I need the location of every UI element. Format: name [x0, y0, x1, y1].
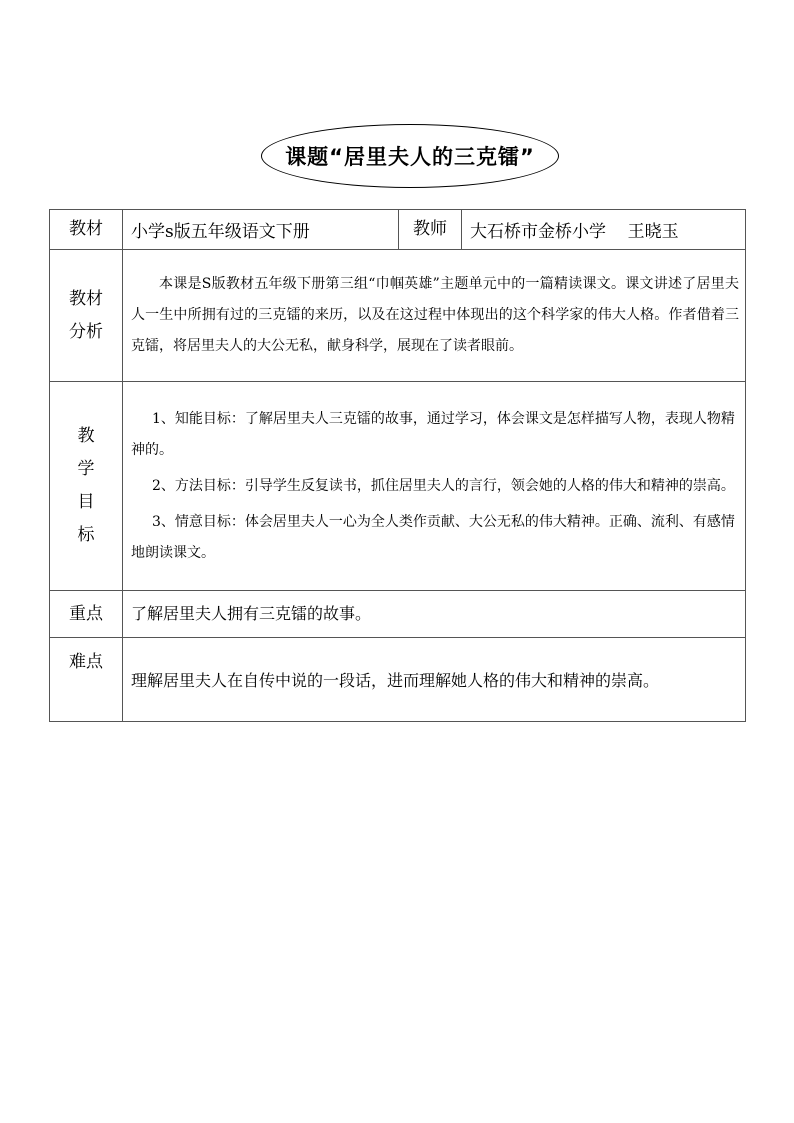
goal-item-3: 3、情意目标：体会居里夫人一心为全人类作贡献、大公无私的伟大精神。正确、流利、有感情地朗读课文。 [131, 513, 735, 561]
goals-text-cell [123, 382, 746, 591]
material-value: 小学s版五年级语文下册 [123, 210, 399, 250]
teacher-label: 教师 [399, 210, 462, 250]
goals-label-char-1: 教 [77, 426, 95, 446]
goals-row [50, 382, 746, 591]
goals-label [50, 382, 123, 591]
goals-label-char-3: 目 [77, 492, 95, 512]
lesson-title: 课题“居里夫人的三克镭” [261, 124, 559, 188]
difficulty-row [50, 638, 746, 722]
analysis-text: 本课是S版教材五年级下册第三组“巾帼英雄”主题单元中的一篇精读课文。课文讲述了居里夫人一生中所拥有过的三克镭的来历，以及在这过程中体现出的这个科学家的伟大人格。作者借着三克镭，将居里夫人的大公无私，献身科学，展现在了读者眼前。 [131, 275, 739, 354]
key-point-label: 重点 [50, 591, 123, 638]
key-point-row [50, 591, 746, 638]
analysis-label-line1: 教材 [69, 288, 103, 309]
goals-label-char-4: 标 [77, 525, 95, 545]
material-label: 教材 [50, 210, 123, 250]
header-row [50, 210, 746, 250]
analysis-label-line2: 分析 [69, 321, 103, 342]
teacher-value: 大石桥市金桥小学 王晓玉 [462, 210, 746, 250]
analysis-label [50, 250, 123, 382]
lesson-plan-table [49, 209, 746, 722]
goal-item-2: 2、方法目标：引导学生反复读书，抓住居里夫人的言行，领会她的人格的伟大和精神的崇高。 [152, 477, 735, 494]
analysis-text-cell [123, 250, 746, 382]
goals-label-char-2: 学 [77, 459, 95, 479]
key-point-text: 了解居里夫人拥有三克镭的故事。 [123, 591, 746, 638]
goal-item-1: 1、知能目标：了解居里夫人三克镭的故事，通过学习，体会课文是怎样描写人物，表现人物精神的。 [131, 410, 735, 458]
analysis-row [50, 250, 746, 382]
difficulty-text: 理解居里夫人在自传中说的一段话，进而理解她人格的伟大和精神的崇高。 [123, 638, 746, 722]
difficulty-label: 难点 [50, 638, 123, 722]
